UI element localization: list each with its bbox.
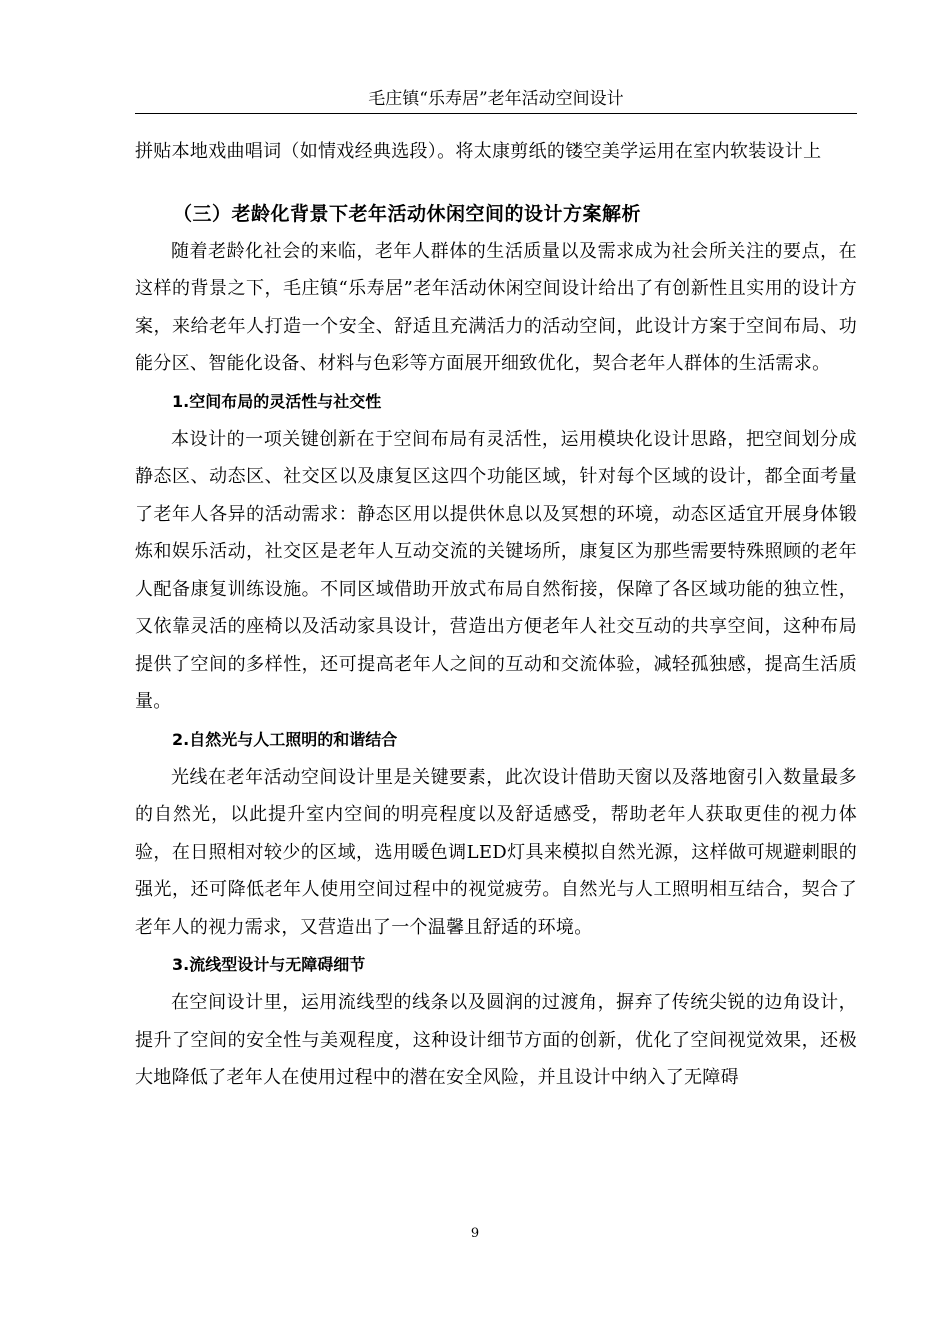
section-heading: （三）老龄化背景下老年活动休闲空间的设计方案解析 <box>173 202 642 225</box>
document-body <box>135 133 857 1097</box>
page-number: 9 <box>470 1226 480 1241</box>
subsection-heading-3: 3.流线型设计与无障碍细节 <box>172 955 366 974</box>
continuation-paragraph: 拼贴本地戏曲唱词（如情戏经典选段）。将太康剪纸的镂空美学运用在室内软装设计上 <box>135 141 822 162</box>
subsection-heading-2: 2.自然光与人工照明的和谐结合 <box>172 729 398 749</box>
subsection-paragraph-2: 光线在老年活动空间设计里是关键要素，此次设计借助天窗以及落地窗引入数量最多的自然光，以此提升室内空间的明亮程度以及舒适感受，帮助老年人获取更佳的视力体验，在日照相对较少的区域，选用暖色调LED灯具来模拟自然光源，这样做可规避刺眼的强光，还可降低老年人使用空间过程中的视觉疲劳。自然光与人工照明相互结合，契合了老年人的视力需求，又营造出了一个温馨且舒适的环境。 <box>135 766 857 938</box>
header-divider <box>135 113 857 114</box>
page-header-title: 毛庄镇“乐寿居”老年活动空间设计 <box>368 89 624 109</box>
intro-paragraph: 随着老龄化社会的来临，老年人群体的生活质量以及需求成为社会所关注的要点，在这样的背景之下，毛庄镇“乐寿居”老年活动休闲空间设计给出了有创新性且实用的设计方案，来给老年人打造一个安全、舒适且充满活力的活动空间，此设计方案于空间布局、功能分区、智能化设备、材料与色彩等方面展开细致优化，契合老年人群体的生活需求。 <box>135 240 857 374</box>
subsection-paragraph-1: 本设计的一项关键创新在于空间布局有灵活性，运用模块化设计思路，把空间划分成静态区、动态区、社交区以及康复区这四个功能区域，针对每个区域的设计，都全面考量了老年人各异的活动需求：静态区用以提供休息以及冥想的环境，动态区适宜开展身体锻炼和娱乐活动，社交区是老年人互动交流的关键场所，康复区为那些需要特殊照顾的老年人配备康复训练设施。不同区域借助开放式布局自然衔接，保障了各区域功能的独立性，又依靠灵活的座椅以及活动家具设计，营造出方便老年人社交互动的共享空间，这种布局提供了空间的多样性，还可提高老年人之间的互动和交流体验，减轻孤独感，提高生活质量。 <box>135 428 857 712</box>
subsection-paragraph-3: 在空间设计里，运用流线型的线条以及圆润的过渡角，摒弃了传统尖锐的边角设计，提升了空间的安全性与美观程度，这种设计细节方面的创新，优化了空间视觉效果，还极大地降低了老年人在使用过程中的潜在安全风险，并且设计中纳入了无障碍 <box>135 992 857 1088</box>
subsection-heading-1: 1.空间布局的灵活性与社交性 <box>172 391 382 411</box>
